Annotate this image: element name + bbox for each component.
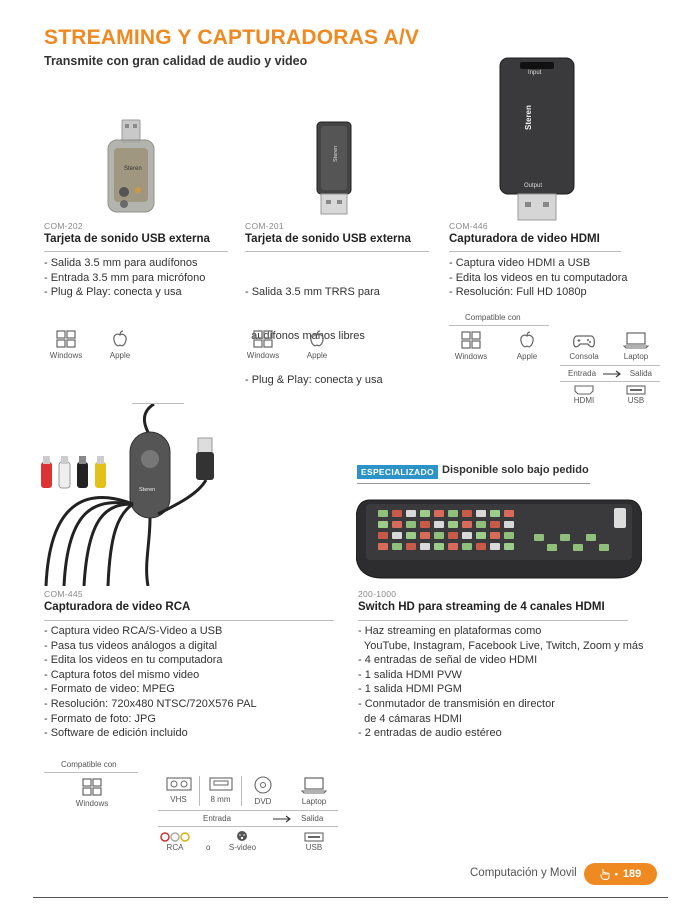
feature-item: - Entrada 3.5 mm para micrófono bbox=[44, 271, 206, 284]
feature-item: de 4 cámaras HDMI bbox=[358, 712, 462, 725]
device-brand-label: Steren bbox=[139, 487, 156, 493]
feature-item: - Captura video RCA/S-Video a USB bbox=[44, 625, 223, 637]
feature-item: - Edita los videos en tu computadora bbox=[44, 654, 223, 667]
salida-label: Salida bbox=[629, 369, 652, 378]
feature-item: - Salida 3.5 mm para audífonos bbox=[44, 257, 198, 269]
feature-item: - Conmutador de transmisión en director bbox=[358, 697, 555, 710]
com201-divider bbox=[245, 251, 429, 252]
entrada-label: Entrada bbox=[568, 369, 597, 378]
vhs-tape-icon bbox=[166, 776, 192, 792]
windows-icon bbox=[252, 330, 274, 348]
os-windows: Windows bbox=[42, 330, 90, 360]
com446-connection-diagram bbox=[560, 331, 660, 405]
com201-os-icons bbox=[239, 330, 341, 360]
feature-item: - Captura fotos del mismo video bbox=[44, 668, 200, 681]
com445-product-image bbox=[38, 404, 228, 586]
feature-item: - Edita los videos en tu computadora bbox=[449, 271, 628, 284]
sw200-features bbox=[358, 624, 644, 741]
feature-item: YouTube, Instagram, Facebook Live, Twitch, Zoom y más bbox=[358, 639, 644, 652]
port-usb: USB bbox=[290, 832, 338, 852]
arrow-right-icon bbox=[603, 370, 623, 378]
com201-features bbox=[245, 256, 383, 402]
entrada-label: Entrada bbox=[203, 814, 232, 823]
com201-name: Tarjeta de sonido USB externa bbox=[245, 233, 411, 245]
device-laptop: Laptop bbox=[612, 331, 660, 361]
port-usb: USB bbox=[612, 385, 660, 405]
com446-compat-divider bbox=[449, 325, 549, 326]
footer-rule bbox=[33, 897, 668, 898]
availability-note: Disponible solo bajo pedido bbox=[442, 464, 589, 476]
feature-item: audífonos manos libres bbox=[245, 329, 365, 342]
svideo-jack-icon bbox=[236, 830, 248, 842]
device-output-label: Output bbox=[524, 183, 543, 189]
com201-product-image bbox=[312, 118, 356, 221]
svg-text:Steren: Steren bbox=[333, 145, 339, 162]
port-or-label: o bbox=[206, 843, 211, 852]
feature-item: - Formato de foto: JPG bbox=[44, 712, 156, 725]
com445-code: COM-445 bbox=[44, 589, 83, 599]
com445-connection-diagram bbox=[158, 776, 338, 852]
com202-product-image bbox=[100, 118, 162, 221]
specialized-badge: ESPECIALIZADO bbox=[357, 465, 438, 479]
page-title: STREAMING Y CAPTURADORAS A/V bbox=[44, 26, 420, 49]
com202-features bbox=[44, 256, 205, 300]
feature-item: - Software de edición incluido bbox=[44, 727, 188, 740]
gamepad-icon bbox=[572, 331, 596, 349]
apple-icon bbox=[516, 331, 538, 349]
svg-text:Steren: Steren bbox=[124, 166, 142, 172]
os-apple: Apple bbox=[503, 331, 551, 361]
com446-code: COM-446 bbox=[449, 221, 488, 231]
apple-icon bbox=[109, 330, 131, 348]
sw200-badge-divider bbox=[357, 483, 590, 484]
port-rca: RCA bbox=[158, 832, 192, 852]
media-8mm: 8 mm bbox=[200, 776, 242, 806]
device-laptop: Laptop bbox=[290, 776, 338, 806]
os-apple: Apple bbox=[293, 330, 341, 360]
feature-item: - 4 entradas de señal de video HDMI bbox=[358, 654, 538, 667]
com446-features bbox=[449, 256, 628, 300]
feature-item: - Plug & Play: conecta y usa bbox=[245, 373, 383, 386]
media-vhs: VHS bbox=[158, 776, 200, 806]
os-windows: Windows bbox=[447, 331, 495, 361]
salida-label: Salida bbox=[301, 814, 324, 823]
laptop-icon bbox=[301, 776, 327, 794]
port-hdmi: HDMI bbox=[560, 385, 608, 405]
feature-item: - Plug & Play: conecta y usa bbox=[44, 286, 182, 299]
footer-section: Computación y Movil bbox=[470, 867, 577, 879]
com202-name: Tarjeta de sonido USB externa bbox=[44, 233, 210, 245]
page-subtitle: Transmite con gran calidad de audio y video bbox=[44, 54, 308, 68]
feature-item: - Resolución: Full HD 1080p bbox=[449, 286, 587, 299]
com202-divider bbox=[44, 251, 228, 252]
com201-code: COM-201 bbox=[245, 221, 284, 231]
rca-jack-icon bbox=[160, 832, 190, 842]
page-number: 189 bbox=[622, 868, 642, 880]
laptop-icon bbox=[623, 331, 649, 349]
media-dvd: DVD bbox=[242, 776, 284, 806]
sw200-name: Switch HD para streaming de 4 canales HDMI bbox=[358, 601, 605, 613]
sw200-code: 200-1000 bbox=[358, 589, 397, 599]
com446-name: Capturadora de video HDMI bbox=[449, 233, 600, 245]
usb-port-icon bbox=[625, 385, 647, 395]
feature-item: - 1 salida HDMI PVW bbox=[358, 668, 462, 681]
com445-name: Capturadora de video RCA bbox=[44, 601, 191, 613]
feature-item: - 2 entradas de audio estéreo bbox=[358, 727, 502, 740]
feature-item: - Formato de video: MPEG bbox=[44, 683, 175, 696]
windows-icon bbox=[55, 330, 77, 348]
feature-item: - Resolución: 720x480 NTSC/720X576 PAL bbox=[44, 697, 257, 710]
com445-compat-label: Compatible con bbox=[61, 760, 117, 769]
device-input-label: Input bbox=[528, 70, 542, 76]
device-brand-label: Steren bbox=[524, 105, 533, 130]
hdmi-port-icon bbox=[573, 385, 595, 395]
com445-divider bbox=[44, 620, 334, 621]
com445-compat-divider bbox=[44, 772, 138, 773]
feature-item: - Captura video HDMI a USB bbox=[449, 257, 591, 269]
com202-code: COM-202 bbox=[44, 221, 83, 231]
feature-item: - Haz streaming en plataformas como bbox=[358, 625, 542, 637]
apple-icon bbox=[306, 330, 328, 348]
page-number-pill: • 189 bbox=[584, 863, 657, 885]
os-apple: Apple bbox=[96, 330, 144, 360]
os-windows: Windows bbox=[239, 330, 287, 360]
usb-port-icon bbox=[303, 832, 325, 842]
os-windows: Windows bbox=[68, 778, 116, 808]
com446-compat-label: Compatible con bbox=[465, 313, 521, 322]
device-console: Consola bbox=[560, 331, 608, 361]
windows-icon bbox=[460, 331, 482, 349]
sw200-product-image bbox=[356, 494, 642, 585]
cassette-icon bbox=[209, 776, 233, 792]
com446-os-icons bbox=[447, 331, 551, 361]
windows-icon bbox=[81, 778, 103, 796]
sw200-divider bbox=[358, 620, 628, 621]
com446-divider bbox=[449, 251, 621, 252]
feature-item: - Pasa tus videos análogos a digital bbox=[44, 639, 218, 652]
feature-item: - Salida 3.5 mm TRRS para bbox=[245, 286, 380, 299]
com446-product-image bbox=[498, 56, 576, 222]
arrow-right-icon bbox=[273, 815, 293, 823]
feature-item: - 1 salida HDMI PGM bbox=[358, 683, 462, 696]
com445-features bbox=[44, 624, 257, 741]
hand-pointer-icon bbox=[600, 868, 610, 880]
com445-os-icons bbox=[68, 778, 116, 808]
com202-os-icons bbox=[42, 330, 144, 360]
port-svideo: S-video bbox=[224, 830, 260, 852]
disc-icon bbox=[254, 776, 272, 794]
